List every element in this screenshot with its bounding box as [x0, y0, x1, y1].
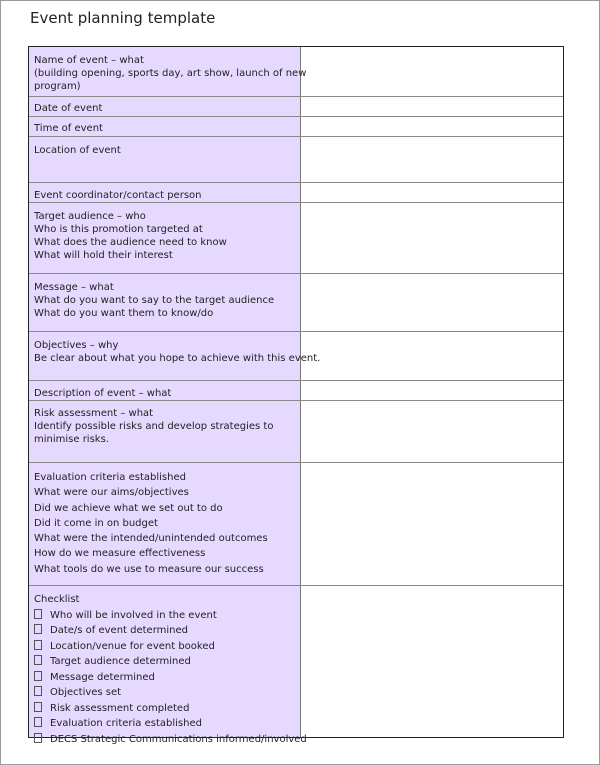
- checkbox-icon[interactable]: [34, 624, 42, 634]
- label-evaluation-criteria: [34, 470, 334, 577]
- checklist-item-label: Evaluation criteria established: [50, 718, 202, 729]
- checkbox-icon[interactable]: [34, 609, 42, 619]
- value-time-of-event[interactable]: [302, 117, 563, 136]
- label-line: Location of event: [34, 145, 121, 156]
- label-event-coordinator: [34, 189, 334, 202]
- label-line: Message – what: [34, 282, 114, 293]
- label-name-of-event: [34, 54, 334, 93]
- value-objectives[interactable]: [302, 332, 563, 380]
- checkbox-icon[interactable]: [34, 671, 42, 681]
- label-line: What do you want them to know/do: [34, 308, 214, 319]
- checkbox-icon[interactable]: [34, 640, 42, 650]
- label-risk-assessment: [34, 407, 334, 446]
- label-line: (building opening, sports day, art show, launch of new: [34, 68, 307, 79]
- label-objectives: [34, 339, 334, 365]
- label-target-audience: [34, 210, 334, 262]
- value-location-of-event[interactable]: [302, 137, 563, 182]
- checklist-item: [34, 670, 334, 686]
- value-description[interactable]: [302, 381, 563, 400]
- label-line: Event coordinator/contact person: [34, 190, 202, 201]
- label-line: Identify possible risks and develop strategies to: [34, 421, 274, 432]
- row-target-audience: [29, 202, 563, 273]
- label-line: What does the audience need to know: [34, 237, 227, 248]
- checklist-item-label: Date/s of event determined: [50, 625, 189, 636]
- label-line: Did we achieve what we set out to do: [34, 502, 223, 514]
- label-line: program): [34, 81, 81, 92]
- checklist-item-label: DECS Strategic Communications informed/involved: [50, 733, 307, 745]
- checklist-item: [34, 639, 334, 655]
- checklist-item-label: Location/venue for event booked: [50, 640, 215, 652]
- row-location-of-event: [29, 136, 563, 182]
- label-message: [34, 281, 334, 320]
- label-line: Evaluation criteria established: [34, 472, 186, 483]
- checkbox-icon[interactable]: [34, 702, 42, 712]
- row-description: [29, 380, 563, 400]
- row-risk-assessment: [29, 400, 563, 462]
- row-objectives: [29, 331, 563, 380]
- checklist-item: [34, 716, 334, 732]
- label-line: What were our aims/objectives: [34, 487, 189, 499]
- label-line: How do we measure effectiveness: [34, 548, 206, 560]
- row-time-of-event: [29, 116, 563, 136]
- checklist-item-label: Message determined: [50, 671, 155, 683]
- checklist-item-label: Objectives set: [50, 687, 122, 698]
- row-date-of-event: [29, 96, 563, 116]
- row-name-of-event: [29, 47, 563, 96]
- checklist-item: [34, 685, 334, 701]
- value-risk-assessment[interactable]: [302, 401, 563, 462]
- label-line: Date of event: [34, 103, 103, 114]
- checklist: [34, 592, 334, 747]
- label-line: Be clear about what you hope to achieve with this event.: [34, 353, 321, 364]
- checklist-item: [34, 623, 334, 639]
- row-checklist: [29, 585, 563, 745]
- event-planning-table: [28, 46, 564, 745]
- label-line: Objectives – why: [34, 340, 119, 351]
- label-line: minimise risks.: [34, 434, 109, 445]
- value-message[interactable]: [302, 274, 563, 331]
- checklist-item: [34, 654, 334, 670]
- label-line: Who is this promotion targeted at: [34, 224, 203, 235]
- label-line: What tools do we use to measure our success: [34, 563, 264, 575]
- label-line: Time of event: [34, 123, 103, 134]
- row-event-coordinator: [29, 182, 563, 202]
- label-line: What will hold their interest: [34, 250, 173, 261]
- checklist-item: [34, 701, 334, 717]
- label-location-of-event: [34, 144, 334, 157]
- value-checklist[interactable]: [302, 586, 563, 739]
- label-line: Target audience – who: [34, 211, 146, 222]
- checklist-item: [34, 608, 334, 624]
- checkbox-icon[interactable]: [34, 733, 42, 743]
- row-message: [29, 273, 563, 331]
- value-evaluation-criteria[interactable]: [302, 463, 563, 585]
- value-target-audience[interactable]: [302, 203, 563, 273]
- document-title: Event planning template: [30, 9, 216, 27]
- value-event-coordinator[interactable]: [302, 183, 563, 202]
- label-line: Description of event – what: [34, 388, 172, 399]
- label-time-of-event: [34, 122, 334, 135]
- checkbox-icon[interactable]: [34, 717, 42, 727]
- label-description: [34, 387, 334, 400]
- value-name-of-event[interactable]: [302, 47, 563, 96]
- checklist-item-label: Who will be involved in the event: [50, 609, 217, 621]
- label-line: What do you want to say to the target audience: [34, 295, 275, 306]
- checklist-heading: Checklist: [34, 594, 80, 605]
- label-line: Risk assessment – what: [34, 408, 154, 419]
- checklist-item-label: Target audience determined: [50, 656, 191, 667]
- checklist-item-label: Risk assessment completed: [50, 702, 190, 714]
- checkbox-icon[interactable]: [34, 686, 42, 696]
- label-line: What were the intended/unintended outcomes: [34, 533, 268, 545]
- checkbox-icon[interactable]: [34, 655, 42, 665]
- row-evaluation-criteria: [29, 462, 563, 585]
- label-line: Name of event – what: [34, 55, 144, 66]
- checklist-item: [34, 732, 334, 748]
- label-date-of-event: [34, 102, 334, 115]
- label-line: Did it come in on budget: [34, 517, 158, 529]
- value-date-of-event[interactable]: [302, 97, 563, 116]
